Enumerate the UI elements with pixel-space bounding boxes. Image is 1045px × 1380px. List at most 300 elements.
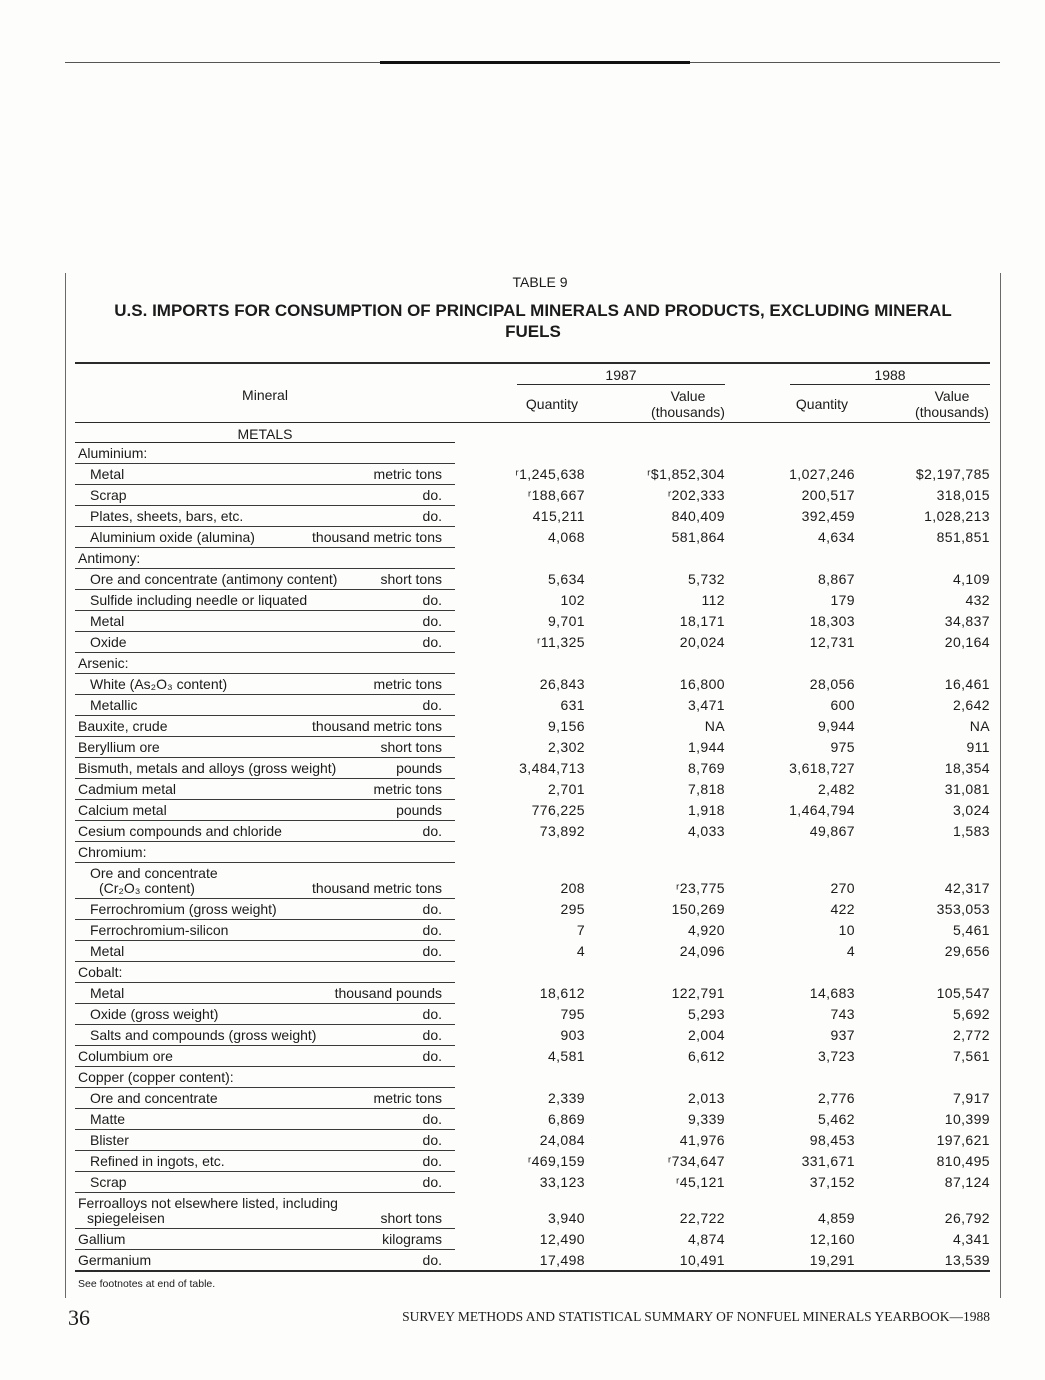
quantity-1988: 270 <box>830 880 855 896</box>
value-header-line: Value <box>934 388 970 404</box>
value-1988: 851,851 <box>936 529 990 545</box>
value-1988: 7,561 <box>952 1048 990 1064</box>
group-heading: Chromium: <box>78 844 147 860</box>
mineral-name: Germanium <box>78 1252 152 1268</box>
mineral-column-header: Mineral <box>242 387 288 403</box>
value-1988: 18,354 <box>944 760 990 776</box>
table-row <box>75 464 990 485</box>
quantity-1988: 1,464,794 <box>789 802 855 818</box>
unit-label: do. <box>422 1132 442 1148</box>
value-1987: 1,944 <box>687 739 725 755</box>
mineral-cell <box>75 527 455 548</box>
quantity-1987: 9,701 <box>547 613 585 629</box>
year-1987-header: 1987 <box>605 367 637 383</box>
mineral-cell <box>75 1046 455 1067</box>
value-1987: NA <box>704 718 725 734</box>
quantity-1988: 4,634 <box>817 529 855 545</box>
quantity-1988: 422 <box>830 901 855 917</box>
section-heading-metals: METALS <box>237 426 293 442</box>
value-1988: 34,837 <box>944 613 990 629</box>
value-1987: ʳ45,121 <box>676 1174 725 1190</box>
mineral-cell <box>75 1067 455 1088</box>
group-heading-row <box>75 1067 990 1088</box>
mineral-name: Calcium metal <box>78 802 167 818</box>
unit-label: metric tons <box>373 676 442 692</box>
value-1987: 150,269 <box>671 901 725 917</box>
value-1988: 87,124 <box>944 1174 990 1190</box>
table-row <box>75 1193 990 1229</box>
value-1987: 4,920 <box>687 922 725 938</box>
mineral-cell <box>75 716 455 737</box>
value-1988: 16,461 <box>944 676 990 692</box>
value-1988: 1,028,213 <box>924 508 990 524</box>
quantity-1987: 795 <box>560 1006 585 1022</box>
quantity-1987: 102 <box>560 592 585 608</box>
quantity-1988: 37,152 <box>809 1174 855 1190</box>
mineral-name: Scrap <box>90 487 127 503</box>
unit-label: do. <box>422 697 442 713</box>
quantity-1987: 12,490 <box>539 1231 585 1247</box>
value-1988: 20,164 <box>944 634 990 650</box>
unit-label: metric tons <box>373 1090 442 1106</box>
running-footer: SURVEY METHODS AND STATISTICAL SUMMARY OF NONFUEL MINERALS YEARBOOK—1988 <box>402 1309 990 1324</box>
mineral-name-line: spiegeleisen <box>87 1210 165 1226</box>
value-1988: 2,772 <box>952 1027 990 1043</box>
table-row <box>75 1151 990 1172</box>
mineral-name: Cadmium metal <box>78 781 177 797</box>
unit-label: do. <box>422 1027 442 1043</box>
quantity-1987: 17,498 <box>539 1252 585 1268</box>
value-1987: 5,732 <box>687 571 725 587</box>
quantity-1988: 14,683 <box>809 985 855 1001</box>
mineral-name: Plates, sheets, bars, etc. <box>90 508 244 524</box>
quantity-1987: 24,084 <box>539 1132 585 1148</box>
quantity-1987: 9,156 <box>547 718 585 734</box>
value-1987: ʳ$1,852,304 <box>647 466 725 482</box>
value-1987: 1,918 <box>687 802 725 818</box>
value-1987: 4,033 <box>687 823 725 839</box>
unit-label: do. <box>422 1252 442 1268</box>
mineral-name: Columbium ore <box>78 1048 173 1064</box>
value-1987: 22,722 <box>679 1210 725 1226</box>
unit-label: pounds <box>396 760 442 776</box>
value-header-line: (thousands) <box>915 404 989 420</box>
value-1987: 18,171 <box>679 613 725 629</box>
mineral-name: White (As₂O₃ content) <box>90 676 228 692</box>
quantity-1988: 392,459 <box>801 508 855 524</box>
table-row <box>75 1004 990 1025</box>
year-1988-rule <box>790 384 990 385</box>
mineral-name: Matte <box>90 1111 126 1127</box>
quantity-1987: 6,869 <box>547 1111 585 1127</box>
quantity-1988: 331,671 <box>801 1153 855 1169</box>
quantity-1987: 415,211 <box>532 508 585 524</box>
quantity-1987: ʳ11,325 <box>537 634 585 650</box>
mineral-name: Metal <box>90 466 125 482</box>
unit-label: metric tons <box>373 781 442 797</box>
unit-label: do. <box>422 613 442 629</box>
mineral-name: Blister <box>90 1132 129 1148</box>
table-row <box>75 716 990 737</box>
mineral-cell <box>75 1130 455 1151</box>
top-rule-bar <box>380 61 690 64</box>
value-1987-header <box>628 388 748 420</box>
quantity-1988: 2,776 <box>817 1090 855 1106</box>
quantity-1987: 7 <box>576 922 585 938</box>
value-1988: 5,692 <box>952 1006 990 1022</box>
quantity-1987: 3,484,713 <box>519 760 585 776</box>
mineral-cell <box>75 983 455 1004</box>
value-1988: 2,642 <box>952 697 990 713</box>
value-1988: 13,539 <box>944 1252 990 1268</box>
group-heading: Cobalt: <box>78 964 123 980</box>
unit-label: do. <box>422 1174 442 1190</box>
table-title <box>66 300 1000 342</box>
value-1987: 20,024 <box>679 634 725 650</box>
quantity-1987: 295 <box>560 901 585 917</box>
page-number: 36 <box>68 1305 90 1330</box>
table-label: TABLE 9 <box>512 274 568 290</box>
value-1987: 24,096 <box>679 943 725 959</box>
mineral-name: Refined in ingots, etc. <box>90 1153 225 1169</box>
table-row <box>75 569 990 590</box>
quantity-1987: 26,843 <box>539 676 585 692</box>
quantity-1987: 2,339 <box>547 1090 585 1106</box>
table-row <box>75 1109 990 1130</box>
mineral-cell <box>75 863 455 899</box>
group-heading-row <box>75 653 990 674</box>
quantity-1988: 179 <box>830 592 855 608</box>
quantity-1988: 200,517 <box>801 487 855 503</box>
value-1987: 581,864 <box>671 529 725 545</box>
mineral-cell <box>75 941 455 962</box>
mineral-cell <box>75 653 455 674</box>
table-row <box>75 632 990 653</box>
unit-label: thousand metric tons <box>312 880 442 896</box>
unit-label: do. <box>422 634 442 650</box>
value-1988: 26,792 <box>944 1210 990 1226</box>
table-row <box>75 611 990 632</box>
value-1987: 5,293 <box>687 1006 725 1022</box>
mineral-cell <box>75 1109 455 1130</box>
unit-label: do. <box>422 943 442 959</box>
mineral-name: Gallium <box>78 1231 126 1247</box>
mineral-cell <box>75 590 455 611</box>
quantity-1987: 4,581 <box>547 1048 585 1064</box>
mineral-cell <box>75 674 455 695</box>
table-row <box>75 941 990 962</box>
quantity-1988: 18,303 <box>809 613 855 629</box>
mineral-cell <box>75 821 455 842</box>
value-1988: 42,317 <box>944 880 990 896</box>
quantity-1988: 3,723 <box>817 1048 855 1064</box>
frame-right-line <box>1000 273 1001 1298</box>
quantity-1988: 10 <box>838 922 855 938</box>
mineral-cell <box>75 920 455 941</box>
table-row <box>75 899 990 920</box>
unit-label: do. <box>422 1111 442 1127</box>
mineral-name: Metallic <box>90 697 138 713</box>
table-row <box>75 1088 990 1109</box>
mineral-name-line: Ferroalloys not elsewhere listed, including <box>78 1195 338 1211</box>
value-1987: 10,491 <box>679 1252 725 1268</box>
mineral-cell <box>75 695 455 716</box>
unit-label: short tons <box>380 1210 442 1226</box>
quantity-1987: 4 <box>576 943 585 959</box>
mineral-name: Ferrochromium (gross weight) <box>90 901 277 917</box>
table-row <box>75 1229 990 1250</box>
value-1988: 3,024 <box>952 802 990 818</box>
value-1987: 9,339 <box>687 1111 725 1127</box>
year-1987-rule <box>517 384 725 385</box>
mineral-cell <box>75 899 455 920</box>
value-1988: 10,399 <box>944 1111 990 1127</box>
quantity-1988: 4 <box>846 943 855 959</box>
table-row <box>75 863 990 899</box>
value-1987: 2,013 <box>687 1090 725 1106</box>
mineral-cell <box>75 800 455 821</box>
table-row <box>75 1025 990 1046</box>
quantity-1988: 28,056 <box>809 676 855 692</box>
value-1987: 8,769 <box>687 760 725 776</box>
quantity-1988: 937 <box>830 1027 855 1043</box>
quantity-1988: 12,731 <box>809 634 855 650</box>
quantity-1988: 4,859 <box>817 1210 855 1226</box>
quantity-1987: 4,068 <box>547 529 585 545</box>
table-row <box>75 800 990 821</box>
mineral-name: Salts and compounds (gross weight) <box>90 1027 317 1043</box>
quantity-1987: ʳ469,159 <box>527 1153 585 1169</box>
value-1987: 4,874 <box>687 1231 725 1247</box>
quantity-1988: 49,867 <box>809 823 855 839</box>
table-bottom-rule <box>75 1270 990 1272</box>
value-1987: 6,612 <box>687 1048 725 1064</box>
mineral-name: Ferrochromium-silicon <box>90 922 229 938</box>
table-row <box>75 737 990 758</box>
quantity-1987: 776,225 <box>531 802 585 818</box>
unit-label: thousand metric tons <box>312 718 442 734</box>
value-1987: ʳ23,775 <box>676 880 725 896</box>
value-1988: 7,917 <box>952 1090 990 1106</box>
mineral-name: Oxide <box>90 634 127 650</box>
unit-label: do. <box>422 508 442 524</box>
quantity-1987: 2,302 <box>547 739 585 755</box>
mineral-name: Metal <box>90 985 125 1001</box>
mineral-cell <box>75 1229 455 1250</box>
value-1988: 1,583 <box>952 823 990 839</box>
value-1988: 105,547 <box>936 985 990 1001</box>
value-1988: $2,197,785 <box>915 466 990 482</box>
table-row <box>75 983 990 1004</box>
mineral-cell <box>75 1250 455 1271</box>
header-bottom-rule <box>75 422 990 423</box>
year-1988-header: 1988 <box>874 367 906 383</box>
table-row <box>75 1130 990 1151</box>
quantity-1987: 18,612 <box>539 985 585 1001</box>
mineral-cell <box>75 779 455 800</box>
quantity-1988: 3,618,727 <box>789 760 855 776</box>
mineral-cell <box>75 485 455 506</box>
table-body <box>75 443 990 1271</box>
mineral-name: Sulfide including needle or liquated <box>90 592 308 608</box>
quantity-1988-header: Quantity <box>795 396 849 412</box>
unit-label: do. <box>422 901 442 917</box>
mineral-name: Ore and concentrate <box>90 1090 218 1106</box>
quantity-1988: 743 <box>830 1006 855 1022</box>
table-row <box>75 527 990 548</box>
value-1987: 840,409 <box>671 508 725 524</box>
group-heading-row <box>75 443 990 464</box>
mineral-cell <box>75 1088 455 1109</box>
quantity-1988: 5,462 <box>817 1111 855 1127</box>
mineral-cell <box>75 962 455 983</box>
table-row <box>75 506 990 527</box>
quantity-1988: 12,160 <box>809 1231 855 1247</box>
mineral-name <box>90 866 218 896</box>
unit-label: thousand pounds <box>334 985 442 1001</box>
unit-label: do. <box>422 487 442 503</box>
mineral-cell <box>75 1193 455 1229</box>
quantity-1988: 9,944 <box>817 718 855 734</box>
mineral-cell <box>75 1025 455 1046</box>
table-row <box>75 758 990 779</box>
unit-label: do. <box>422 922 442 938</box>
unit-label: thousand metric tons <box>312 529 442 545</box>
mineral-cell <box>75 758 455 779</box>
quantity-1987-header: Quantity <box>525 396 579 412</box>
group-heading: Antimony: <box>78 550 141 566</box>
mineral-name: Metal <box>90 943 125 959</box>
quantity-1988: 19,291 <box>809 1252 855 1268</box>
value-1988: NA <box>969 718 990 734</box>
group-heading-row <box>75 962 990 983</box>
unit-label: short tons <box>380 739 442 755</box>
value-1988: 318,015 <box>936 487 990 503</box>
table-row <box>75 1250 990 1271</box>
mineral-cell <box>75 506 455 527</box>
value-1987: 2,004 <box>687 1027 725 1043</box>
table-row <box>75 779 990 800</box>
mineral-cell <box>75 632 455 653</box>
value-1988: 4,109 <box>952 571 990 587</box>
value-1988: 432 <box>965 592 990 608</box>
mineral-cell <box>75 1004 455 1025</box>
unit-label: kilograms <box>382 1231 442 1247</box>
quantity-1987: 903 <box>560 1027 585 1043</box>
mineral-name: Bismuth, metals and alloys (gross weight) <box>78 760 337 776</box>
mineral-cell <box>75 737 455 758</box>
table-row <box>75 695 990 716</box>
table-title-line: FUELS <box>505 322 561 341</box>
quantity-1988: 98,453 <box>809 1132 855 1148</box>
unit-label: do. <box>422 1153 442 1169</box>
mineral-name: Oxide (gross weight) <box>90 1006 219 1022</box>
value-header-line: Value <box>670 388 706 404</box>
value-1988: 29,656 <box>944 943 990 959</box>
group-heading-row <box>75 842 990 863</box>
quantity-1987: 5,634 <box>547 571 585 587</box>
value-1988: 197,621 <box>936 1132 990 1148</box>
mineral-name-line: Ore and concentrate <box>90 865 218 881</box>
table-row <box>75 590 990 611</box>
mineral-cell <box>75 443 455 464</box>
unit-label: do. <box>422 1006 442 1022</box>
mineral-cell <box>75 569 455 590</box>
unit-label: pounds <box>396 802 442 818</box>
footnote: See footnotes at end of table. <box>78 1278 216 1290</box>
quantity-1987: 3,940 <box>547 1210 585 1226</box>
value-1987: ʳ734,647 <box>667 1153 725 1169</box>
unit-label: metric tons <box>373 466 442 482</box>
table-title-line: U.S. IMPORTS FOR CONSUMPTION OF PRINCIPAL MINERALS AND PRODUCTS, EXCLUDING MINERAL <box>114 301 952 320</box>
value-1988: 810,495 <box>936 1153 990 1169</box>
mineral-name: Bauxite, crude <box>78 718 168 734</box>
value-1988: 5,461 <box>952 922 990 938</box>
value-1987: ʳ202,333 <box>667 487 725 503</box>
table-row <box>75 920 990 941</box>
quantity-1987: 208 <box>560 880 585 896</box>
quantity-1987: 2,701 <box>547 781 585 797</box>
group-heading-row <box>75 548 990 569</box>
unit-label: short tons <box>380 571 442 587</box>
mineral-name: Aluminium oxide (alumina) <box>90 529 255 545</box>
quantity-1987: ʳ188,667 <box>527 487 585 503</box>
table-row <box>75 1046 990 1067</box>
quantity-1988: 1,027,246 <box>789 466 855 482</box>
mineral-cell <box>75 1172 455 1193</box>
value-1988-header <box>892 388 1012 420</box>
value-1988: 911 <box>966 739 990 755</box>
quantity-1988: 975 <box>830 739 855 755</box>
value-1987: 3,471 <box>687 697 725 713</box>
mineral-cell <box>75 464 455 485</box>
mineral-name <box>78 1196 338 1226</box>
table-row <box>75 1172 990 1193</box>
quantity-1988: 2,482 <box>817 781 855 797</box>
mineral-cell <box>75 1151 455 1172</box>
table-row <box>75 674 990 695</box>
quantity-1987: 73,892 <box>539 823 585 839</box>
group-heading: Aluminium: <box>78 445 148 461</box>
group-heading: Copper (copper content): <box>78 1069 234 1085</box>
mineral-name: Ore and concentrate (antimony content) <box>90 571 338 587</box>
quantity-1988: 600 <box>830 697 855 713</box>
mineral-name: Beryllium ore <box>78 739 160 755</box>
unit-label: do. <box>422 1048 442 1064</box>
quantity-1987: 33,123 <box>539 1174 585 1190</box>
mineral-cell <box>75 611 455 632</box>
value-1987: 7,818 <box>687 781 725 797</box>
value-1988: 31,081 <box>944 781 990 797</box>
value-1987: 122,791 <box>671 985 725 1001</box>
mineral-cell <box>75 548 455 569</box>
mineral-name: Scrap <box>90 1174 127 1190</box>
unit-label: do. <box>422 592 442 608</box>
value-header-line: (thousands) <box>651 404 725 420</box>
value-1988: 4,341 <box>952 1231 990 1247</box>
mineral-cell <box>75 842 455 863</box>
group-heading: Arsenic: <box>78 655 129 671</box>
mineral-name: Metal <box>90 613 125 629</box>
quantity-1988: 8,867 <box>817 571 855 587</box>
mineral-name-line: (Cr₂O₃ content) <box>99 880 195 896</box>
table-row <box>75 821 990 842</box>
table-top-rule <box>75 362 990 364</box>
value-1987: 112 <box>701 592 725 608</box>
value-1987: 16,800 <box>679 676 725 692</box>
value-1988: 353,053 <box>936 901 990 917</box>
quantity-1987: 631 <box>560 697 585 713</box>
